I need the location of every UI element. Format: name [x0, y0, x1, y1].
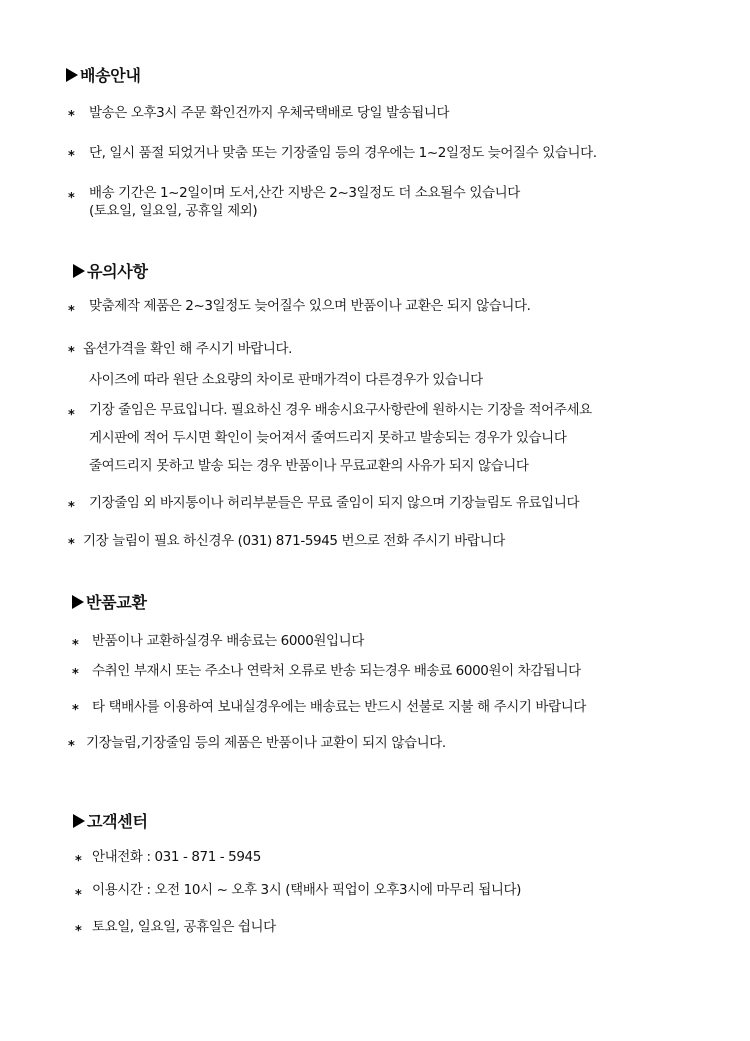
section-title: 반품교환	[86, 593, 147, 612]
list-item: 게시판에 적어 두시면 확인이 늦어져서 줄여드리지 못하고 발송되는 경우가 있습니다	[89, 430, 567, 446]
section-heading-customer-center	[73, 809, 148, 832]
bullet-star: *	[75, 924, 82, 939]
list-item: 배송 기간은 1~2일이며 도서,산간 지방은 2~3일정도 더 소요될수 있습니다	[89, 185, 520, 201]
list-item: 기장늘림,기장줄임 등의 제품은 반품이나 교환이 되지 않습니다.	[86, 735, 446, 751]
bullet-star: *	[75, 888, 82, 903]
list-item: 토요일, 일요일, 공휴일은 쉽니다	[92, 919, 276, 935]
bullet-star: *	[72, 667, 79, 682]
list-item: 기장줄임 외 바지통이나 허리부분들은 무료 줄임이 되지 않으며 기장늘림도 유료입니다	[89, 495, 580, 511]
section-heading-shipping	[66, 63, 141, 86]
list-item: 사이즈에 따라 원단 소요량의 차이로 판매가격이 다른경우가 있습니다	[89, 372, 483, 388]
bullet-star: *	[68, 345, 75, 360]
list-item: 옵션가격을 확인 해 주시기 바랍니다.	[83, 341, 293, 357]
bullet-star: *	[68, 304, 75, 319]
list-item: 줄여드리지 못하고 발송 되는 경우 반품이나 무료교환의 사유가 되지 않습니다	[89, 458, 529, 474]
triangle-right-icon	[73, 814, 85, 828]
bullet-star: *	[68, 109, 75, 124]
triangle-right-icon	[66, 68, 78, 82]
bullet-star: *	[68, 408, 75, 423]
section-title: 유의사항	[87, 262, 148, 281]
list-item: 수취인 부재시 또는 주소나 연락처 오류로 반송 되는경우 배송료 6000원이 차감됩니다	[92, 663, 581, 679]
triangle-right-icon	[73, 264, 85, 278]
section-heading-returns	[72, 590, 147, 613]
list-item: (토요일, 일요일, 공휴일 제외)	[89, 203, 258, 219]
triangle-right-icon	[72, 595, 84, 609]
bullet-star: *	[68, 149, 75, 164]
list-item: 안내전화 : 031 - 871 - 5945	[92, 849, 261, 865]
list-item: 이용시간 : 오전 10시 ~ 오후 3시 (택배사 픽업이 오후3시에 마무리 됩니다)	[92, 882, 522, 898]
list-item: 발송은 오후3시 주문 확인건까지 우체국택배로 당일 발송됩니다	[89, 105, 450, 121]
section-title: 배송안내	[80, 66, 141, 85]
bullet-star: *	[68, 739, 75, 754]
section-title: 고객센터	[87, 812, 148, 831]
bullet-star: *	[68, 191, 75, 206]
list-item: 단, 일시 품절 되었거나 맞춤 또는 기장줄임 등의 경우에는 1~2일정도 늦어질수 있습니다.	[89, 145, 597, 161]
bullet-star: *	[72, 638, 79, 653]
list-item: 기장 줄임은 무료입니다. 필요하신 경우 배송시요구사항란에 원하시는 기장을 적어주세요	[89, 402, 592, 418]
list-item: 맞춤제작 제품은 2~3일정도 늦어질수 있으며 반품이나 교환은 되지 않습니다.	[89, 298, 531, 314]
bullet-star: *	[75, 854, 82, 869]
section-heading-notice	[73, 259, 148, 282]
list-item: 반품이나 교환하실경우 배송료는 6000원입니다	[92, 633, 364, 649]
list-item: 기장 늘림이 필요 하신경우 (031) 871-5945 번으로 전화 주시기 바랍니다	[83, 533, 505, 549]
bullet-star: *	[72, 703, 79, 718]
bullet-star: *	[68, 500, 75, 515]
bullet-star: *	[68, 537, 75, 552]
list-item: 타 택배사를 이용하여 보내실경우에는 배송료는 반드시 선불로 지불 해 주시기 바랍니다	[92, 699, 586, 715]
